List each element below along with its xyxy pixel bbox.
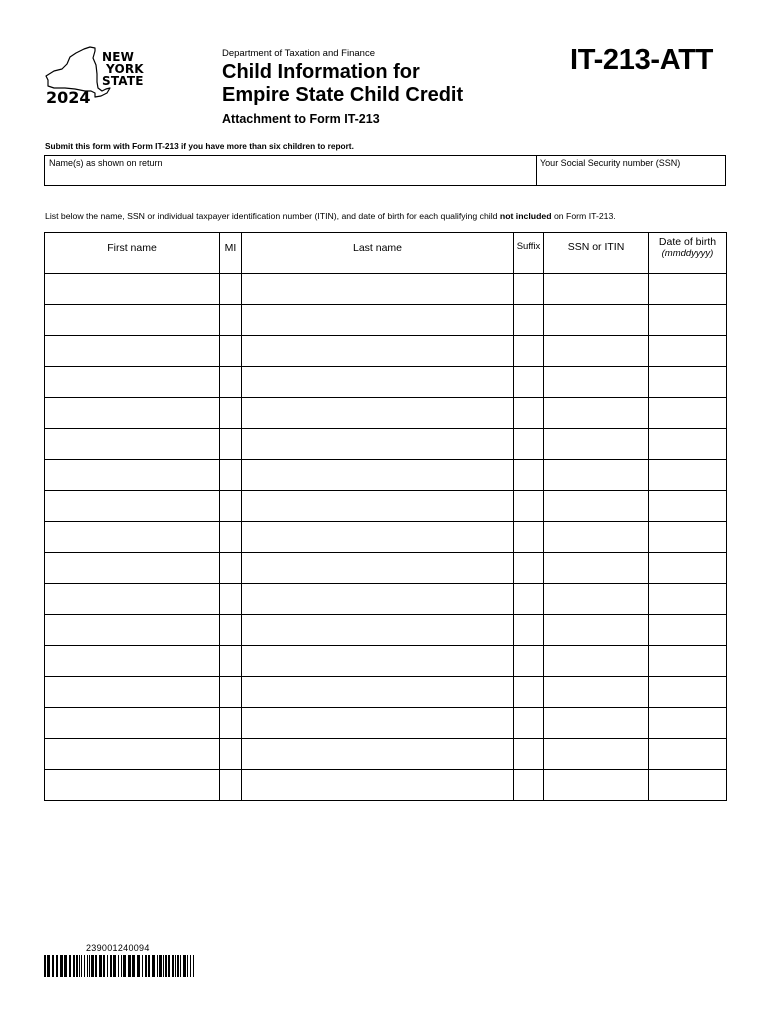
state-word-2: YORK bbox=[106, 62, 144, 76]
barcode-bar bbox=[175, 955, 176, 977]
first-name-cell[interactable] bbox=[45, 770, 220, 801]
suffix-cell[interactable] bbox=[514, 739, 544, 770]
suffix-cell[interactable] bbox=[514, 677, 544, 708]
mi-cell[interactable] bbox=[220, 305, 242, 336]
ssn-itin-cell[interactable] bbox=[544, 646, 649, 677]
barcode-bar bbox=[47, 955, 50, 977]
barcode-bar bbox=[73, 955, 75, 977]
table-row bbox=[45, 336, 727, 367]
mi-cell[interactable] bbox=[220, 522, 242, 553]
mi-cell[interactable] bbox=[220, 770, 242, 801]
list-instruction-tail: on Form IT-213. bbox=[551, 211, 616, 221]
suffix-cell[interactable] bbox=[514, 429, 544, 460]
mi-cell[interactable] bbox=[220, 460, 242, 491]
ssn-itin-cell[interactable] bbox=[544, 398, 649, 429]
barcode-bar bbox=[193, 955, 194, 977]
mi-cell[interactable] bbox=[220, 398, 242, 429]
barcode-bar bbox=[145, 955, 147, 977]
first-name-cell[interactable] bbox=[45, 429, 220, 460]
header-first-name: First name bbox=[45, 233, 220, 274]
department-name: Department of Taxation and Finance bbox=[222, 48, 375, 59]
first-name-cell[interactable] bbox=[45, 274, 220, 305]
ssn-itin-cell[interactable] bbox=[544, 522, 649, 553]
mi-cell[interactable] bbox=[220, 584, 242, 615]
mi-cell[interactable] bbox=[220, 553, 242, 584]
list-instruction-emphasis: not included bbox=[499, 211, 552, 221]
header-last-name: Last name bbox=[242, 233, 514, 274]
last-name-cell[interactable] bbox=[242, 305, 514, 336]
date-of-birth-cell[interactable] bbox=[649, 398, 727, 429]
header-ssn-itin: SSN or ITIN bbox=[544, 233, 649, 274]
first-name-cell[interactable] bbox=[45, 522, 220, 553]
barcode-bar bbox=[91, 955, 94, 977]
ssn-itin-cell[interactable] bbox=[544, 491, 649, 522]
form-subtitle: Attachment to Form IT-213 bbox=[222, 112, 380, 126]
barcode bbox=[44, 955, 194, 977]
date-of-birth-cell[interactable] bbox=[649, 739, 727, 770]
barcode-bar bbox=[113, 955, 116, 977]
barcode-bar bbox=[69, 955, 71, 977]
table-row bbox=[45, 491, 727, 522]
table-row bbox=[45, 584, 727, 615]
mi-cell[interactable] bbox=[220, 677, 242, 708]
children-table bbox=[44, 232, 727, 801]
last-name-cell[interactable] bbox=[242, 677, 514, 708]
date-of-birth-cell[interactable] bbox=[649, 553, 727, 584]
table-row bbox=[45, 429, 727, 460]
table-row bbox=[45, 367, 727, 398]
barcode-bar bbox=[60, 955, 63, 977]
barcode-bar bbox=[107, 955, 108, 977]
table-row bbox=[45, 739, 727, 770]
ssn-itin-cell[interactable] bbox=[544, 305, 649, 336]
last-name-cell[interactable] bbox=[242, 460, 514, 491]
last-name-cell[interactable] bbox=[242, 367, 514, 398]
header-suffix: Suffix bbox=[514, 233, 544, 274]
last-name-cell[interactable] bbox=[242, 770, 514, 801]
barcode-bar bbox=[132, 955, 135, 977]
barcode-bar bbox=[52, 955, 54, 977]
last-name-cell[interactable] bbox=[242, 584, 514, 615]
list-instruction-text: List below the name, SSN or individual taxpayer identification number (ITIN), and date of birth for each qualifying child bbox=[45, 211, 500, 221]
barcode-bar bbox=[152, 955, 155, 977]
date-of-birth-cell[interactable] bbox=[649, 708, 727, 739]
first-name-cell[interactable] bbox=[45, 367, 220, 398]
barcode-bar bbox=[137, 955, 140, 977]
suffix-cell[interactable] bbox=[514, 615, 544, 646]
last-name-cell[interactable] bbox=[242, 491, 514, 522]
ssn-itin-cell[interactable] bbox=[544, 677, 649, 708]
barcode-bar bbox=[44, 955, 46, 977]
last-name-cell[interactable] bbox=[242, 739, 514, 770]
suffix-cell[interactable] bbox=[514, 553, 544, 584]
barcode-bar bbox=[103, 955, 105, 977]
first-name-cell[interactable] bbox=[45, 305, 220, 336]
barcode-bar bbox=[190, 955, 191, 977]
table-row bbox=[45, 708, 727, 739]
dob-label: Date of birth bbox=[658, 236, 717, 248]
last-name-cell[interactable] bbox=[242, 522, 514, 553]
ssn-itin-cell[interactable] bbox=[544, 584, 649, 615]
table-body bbox=[45, 274, 727, 801]
mi-cell[interactable] bbox=[220, 274, 242, 305]
ssn-itin-cell[interactable] bbox=[544, 770, 649, 801]
barcode-bar bbox=[76, 955, 78, 977]
taxpayer-info-box bbox=[44, 155, 726, 186]
list-instruction bbox=[45, 211, 616, 221]
mi-cell[interactable] bbox=[220, 646, 242, 677]
table-row bbox=[45, 460, 727, 491]
barcode-bar bbox=[128, 955, 131, 977]
date-of-birth-cell[interactable] bbox=[649, 770, 727, 801]
barcode-bar bbox=[89, 955, 90, 977]
barcode-bar bbox=[163, 955, 164, 977]
ssn-itin-cell[interactable] bbox=[544, 739, 649, 770]
barcode-bar bbox=[79, 955, 80, 977]
table-row bbox=[45, 770, 727, 801]
barcode-bar bbox=[123, 955, 126, 977]
barcode-bar bbox=[81, 955, 82, 977]
form-code: IT-213-ATT bbox=[570, 44, 714, 76]
table-header-row bbox=[45, 233, 727, 274]
date-of-birth-cell[interactable] bbox=[649, 522, 727, 553]
suffix-cell[interactable] bbox=[514, 584, 544, 615]
last-name-cell[interactable] bbox=[242, 274, 514, 305]
form-title bbox=[222, 61, 463, 107]
first-name-cell[interactable] bbox=[45, 553, 220, 584]
table-row bbox=[45, 398, 727, 429]
barcode-bar bbox=[168, 955, 170, 977]
title-line-1: Child Information for bbox=[222, 61, 420, 83]
ssn-itin-cell[interactable] bbox=[544, 615, 649, 646]
barcode-bar bbox=[64, 955, 67, 977]
state-word-1: NEW bbox=[102, 50, 135, 64]
last-name-cell[interactable] bbox=[242, 615, 514, 646]
first-name-cell[interactable] bbox=[45, 646, 220, 677]
barcode-bar bbox=[95, 955, 97, 977]
ssn-itin-cell[interactable] bbox=[544, 460, 649, 491]
suffix-cell[interactable] bbox=[514, 646, 544, 677]
ssn-itin-cell[interactable] bbox=[544, 429, 649, 460]
mi-cell[interactable] bbox=[220, 739, 242, 770]
ssn-itin-cell[interactable] bbox=[544, 553, 649, 584]
date-of-birth-cell[interactable] bbox=[649, 336, 727, 367]
barcode-bar bbox=[121, 955, 122, 977]
ssn-itin-cell[interactable] bbox=[544, 274, 649, 305]
tax-year: 2024 bbox=[46, 88, 91, 107]
date-of-birth-cell[interactable] bbox=[649, 615, 727, 646]
date-of-birth-cell[interactable] bbox=[649, 584, 727, 615]
last-name-cell[interactable] bbox=[242, 646, 514, 677]
header-mi: MI bbox=[220, 233, 242, 274]
table-row bbox=[45, 615, 727, 646]
title-line-2: Empire State Child Credit bbox=[222, 84, 464, 106]
field-divider bbox=[536, 156, 537, 185]
barcode-bar bbox=[180, 955, 181, 977]
suffix-cell[interactable] bbox=[514, 708, 544, 739]
mi-cell[interactable] bbox=[220, 336, 242, 367]
nys-logo bbox=[40, 38, 160, 110]
date-of-birth-cell[interactable] bbox=[649, 646, 727, 677]
first-name-cell[interactable] bbox=[45, 739, 220, 770]
ssn-field-label: Your Social Security number (SSN) bbox=[540, 158, 681, 168]
table-row bbox=[45, 522, 727, 553]
date-of-birth-cell[interactable] bbox=[649, 274, 727, 305]
date-of-birth-cell[interactable] bbox=[649, 305, 727, 336]
barcode-bar bbox=[159, 955, 162, 977]
first-name-cell[interactable] bbox=[45, 398, 220, 429]
barcode-bar bbox=[187, 955, 188, 977]
submit-instruction: Submit this form with Form IT-213 if you have more than six children to report. bbox=[45, 141, 354, 151]
table-row bbox=[45, 305, 727, 336]
state-word-3: STATE bbox=[102, 74, 144, 88]
table-row bbox=[45, 274, 727, 305]
barcode-bar bbox=[110, 955, 112, 977]
last-name-cell[interactable] bbox=[242, 398, 514, 429]
date-of-birth-cell[interactable] bbox=[649, 677, 727, 708]
first-name-cell[interactable] bbox=[45, 460, 220, 491]
barcode-bar bbox=[177, 955, 179, 977]
suffix-cell[interactable] bbox=[514, 336, 544, 367]
last-name-cell[interactable] bbox=[242, 336, 514, 367]
last-name-cell[interactable] bbox=[242, 708, 514, 739]
mi-cell[interactable] bbox=[220, 708, 242, 739]
date-of-birth-cell[interactable] bbox=[649, 429, 727, 460]
mi-cell[interactable] bbox=[220, 429, 242, 460]
barcode-number: 239001240094 bbox=[86, 943, 150, 953]
dob-format: (mmddyyyy) bbox=[661, 248, 714, 259]
date-of-birth-cell[interactable] bbox=[649, 367, 727, 398]
barcode-bar bbox=[56, 955, 58, 977]
name-field-label: Name(s) as shown on return bbox=[49, 158, 163, 168]
suffix-cell[interactable] bbox=[514, 398, 544, 429]
mi-cell[interactable] bbox=[220, 491, 242, 522]
barcode-bar bbox=[142, 955, 143, 977]
suffix-cell[interactable] bbox=[514, 770, 544, 801]
barcode-bar bbox=[84, 955, 85, 977]
barcode-bar bbox=[118, 955, 119, 977]
first-name-cell[interactable] bbox=[45, 491, 220, 522]
barcode-bar bbox=[148, 955, 150, 977]
ssn-itin-cell[interactable] bbox=[544, 367, 649, 398]
barcode-bar bbox=[165, 955, 167, 977]
suffix-cell[interactable] bbox=[514, 522, 544, 553]
first-name-cell[interactable] bbox=[45, 584, 220, 615]
barcode-bar bbox=[157, 955, 158, 977]
header-date-of-birth bbox=[649, 233, 727, 274]
table-row bbox=[45, 677, 727, 708]
first-name-cell[interactable] bbox=[45, 336, 220, 367]
last-name-cell[interactable] bbox=[242, 429, 514, 460]
first-name-cell[interactable] bbox=[45, 615, 220, 646]
barcode-bar bbox=[99, 955, 102, 977]
date-of-birth-cell[interactable] bbox=[649, 491, 727, 522]
barcode-bar bbox=[87, 955, 88, 977]
table-row bbox=[45, 553, 727, 584]
first-name-cell[interactable] bbox=[45, 677, 220, 708]
suffix-cell[interactable] bbox=[514, 305, 544, 336]
suffix-cell[interactable] bbox=[514, 491, 544, 522]
mi-cell[interactable] bbox=[220, 367, 242, 398]
mi-cell[interactable] bbox=[220, 615, 242, 646]
table-row bbox=[45, 646, 727, 677]
barcode-bar bbox=[172, 955, 174, 977]
last-name-cell[interactable] bbox=[242, 553, 514, 584]
suffix-cell[interactable] bbox=[514, 460, 544, 491]
barcode-bar bbox=[183, 955, 186, 977]
suffix-cell[interactable] bbox=[514, 274, 544, 305]
ssn-itin-cell[interactable] bbox=[544, 708, 649, 739]
date-of-birth-cell[interactable] bbox=[649, 460, 727, 491]
suffix-cell[interactable] bbox=[514, 367, 544, 398]
ssn-itin-cell[interactable] bbox=[544, 336, 649, 367]
first-name-cell[interactable] bbox=[45, 708, 220, 739]
